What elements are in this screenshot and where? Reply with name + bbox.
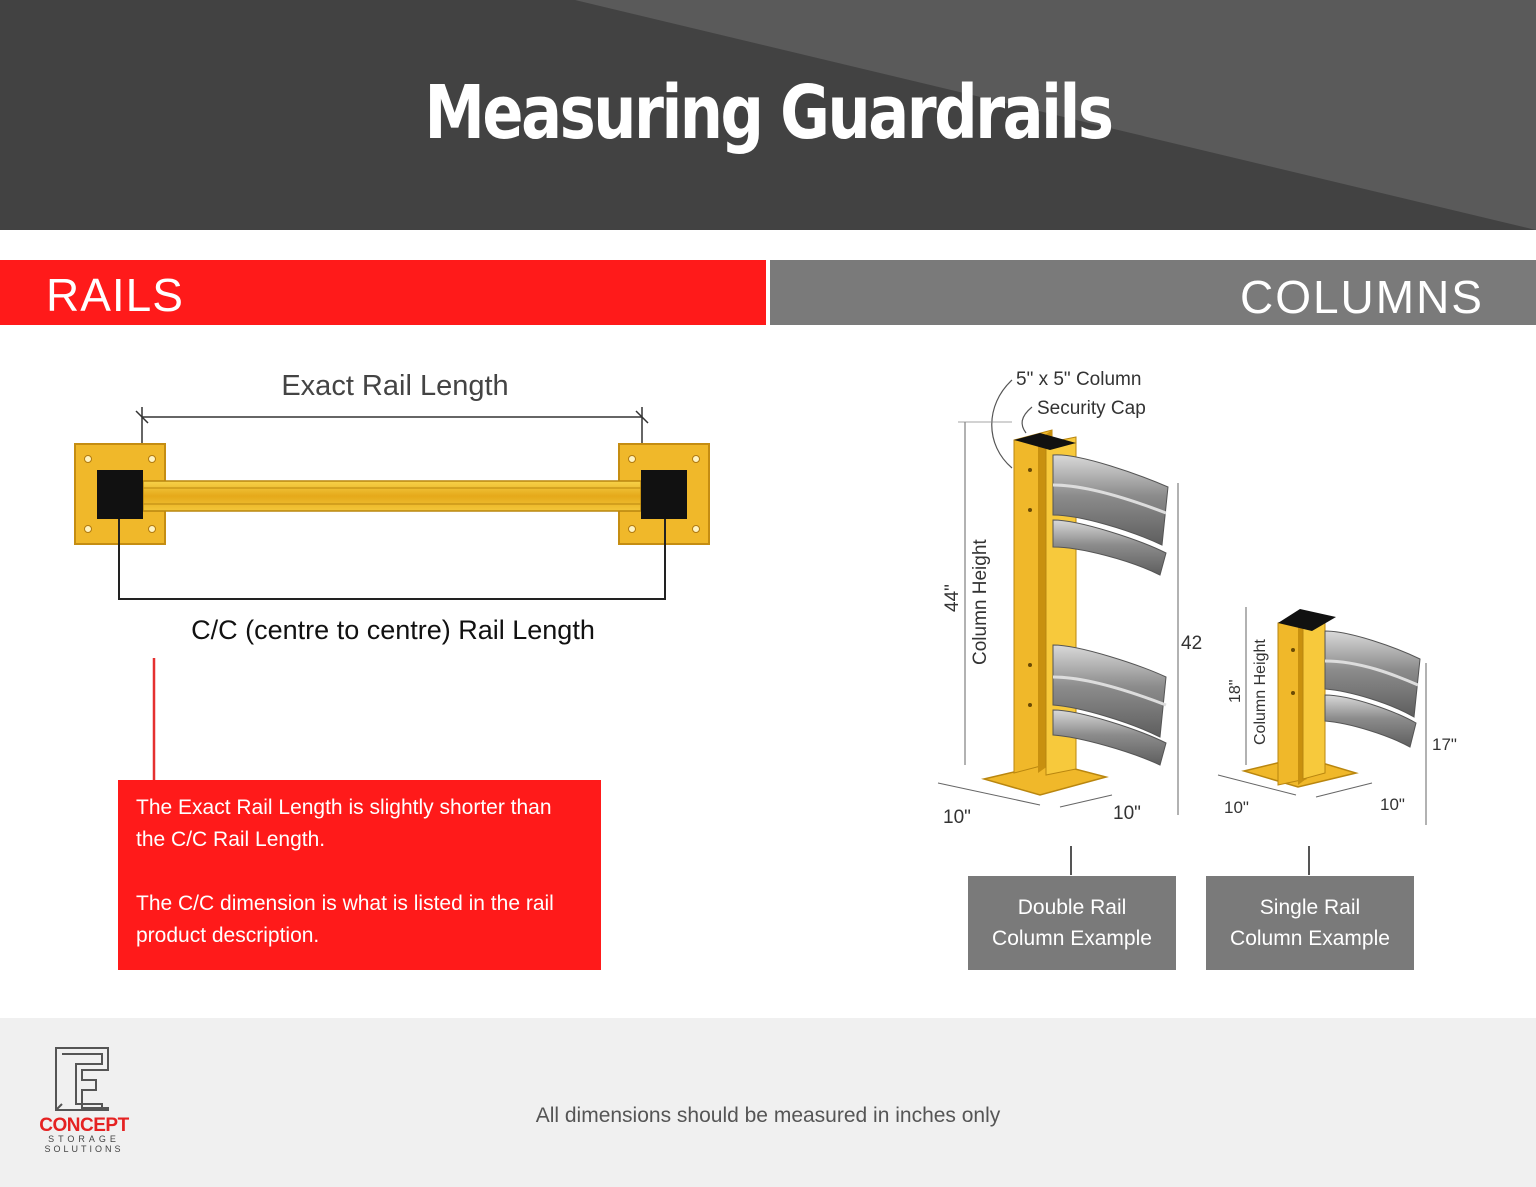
single-rail-value: 17" <box>1432 735 1457 754</box>
columns-section-header <box>770 260 1536 325</box>
single-post-side <box>1303 621 1325 779</box>
single-rail-caption <box>1206 876 1414 970</box>
rail-bar <box>143 481 641 511</box>
footer <box>0 1018 1536 1187</box>
single-base-right: 10" <box>1380 795 1405 814</box>
logo-name: CONCEPT <box>39 1115 129 1136</box>
note-paragraph-2: The C/C dimension is what is listed in the rail product description. <box>136 892 554 947</box>
double-base-left: 10" <box>943 807 971 828</box>
header-banner <box>0 0 1536 230</box>
single-base-left: 10" <box>1224 798 1249 817</box>
double-rail-caption <box>968 876 1176 970</box>
single-caption-line2: Column Example <box>1230 927 1390 950</box>
double-rail-value: 42 <box>1181 633 1203 654</box>
right-column-top <box>641 470 687 519</box>
cc-rail-length-label: C/C (centre to centre) Rail Length <box>191 615 595 645</box>
concept-storage-logo <box>38 1044 138 1156</box>
double-column-height-label: Column Height <box>970 539 991 665</box>
cap-pointer-arrow <box>992 380 1012 468</box>
security-cap-label-line2: Security Cap <box>1037 398 1146 419</box>
columns-heading: COLUMNS <box>1239 271 1484 323</box>
double-height-value: 44" <box>942 584 963 612</box>
rail-top-view <box>75 370 709 780</box>
left-column-top <box>97 470 143 519</box>
logo-sub-1: STORAGE <box>48 1134 120 1144</box>
single-rail-column-illustration <box>1218 607 1457 875</box>
single-column-height-label: Column Height <box>1252 639 1269 745</box>
note-paragraph-1: The Exact Rail Length is slightly shorter than the C/C Rail Length. <box>136 796 552 851</box>
double-base-right: 10" <box>1113 803 1141 824</box>
single-caption-line1: Single Rail <box>1259 896 1361 919</box>
rails-section-header <box>0 260 766 325</box>
logo-sub-2: SOLUTIONS <box>44 1144 124 1154</box>
exact-rail-length-label: Exact Rail Length <box>281 370 509 402</box>
single-height-value: 18" <box>1227 679 1244 703</box>
double-caption-line1: Double Rail <box>1017 896 1127 919</box>
page-title: Measuring Guardrails <box>424 70 1112 156</box>
double-caption-line2: Column Example <box>992 927 1152 950</box>
rail-length-note <box>118 780 601 970</box>
cc-dimension-bracket <box>119 519 665 599</box>
security-cap-label-line1: 5" x 5" Column <box>1016 369 1142 390</box>
rails-heading: RAILS <box>46 269 184 321</box>
double-rail-column-illustration <box>938 369 1202 875</box>
footer-measurement-note: All dimensions should be measured in inches only <box>535 1104 1001 1127</box>
